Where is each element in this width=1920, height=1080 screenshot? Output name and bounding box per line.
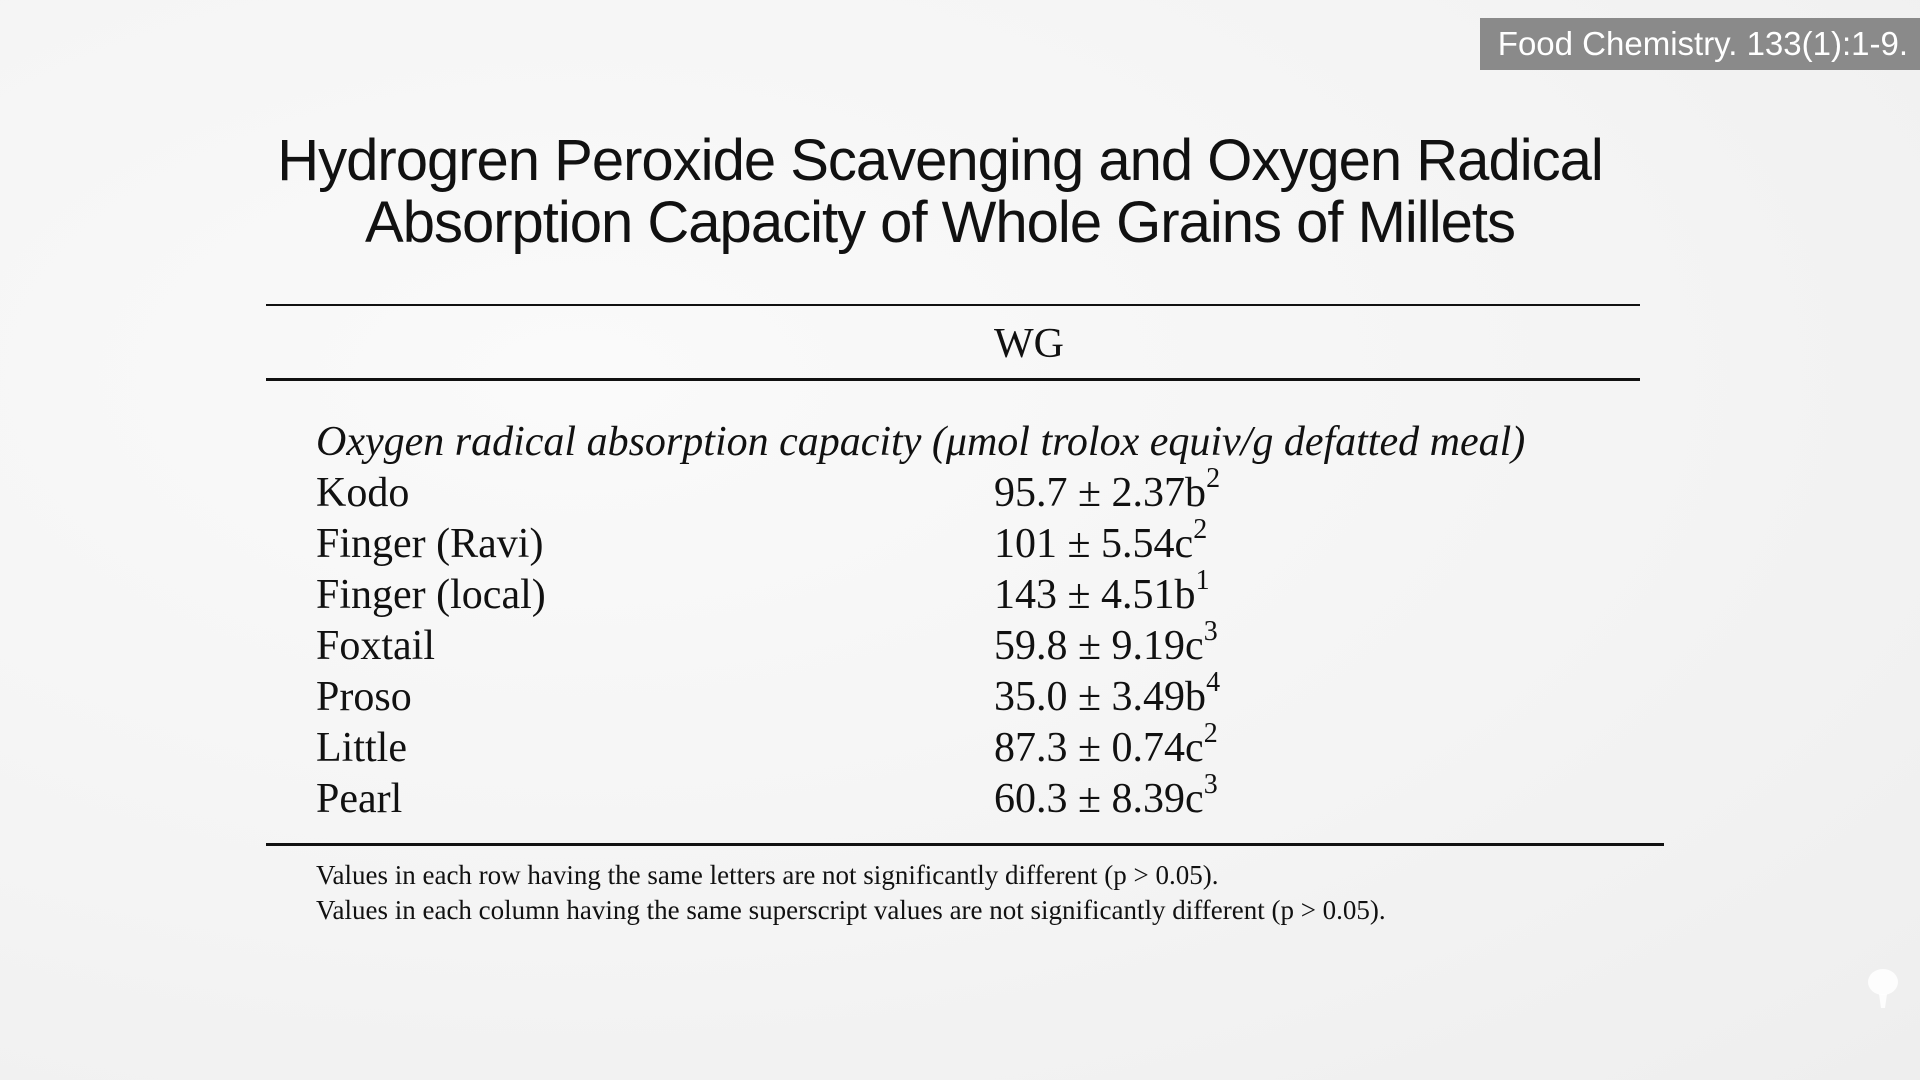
row-superscript: 2 [1206,463,1221,494]
table-section-label: Oxygen radical absorption capacity (μmol trolox equiv/g defatted meal) [316,419,1526,465]
row-label: Finger (local) [316,572,546,618]
row-label: Kodo [316,470,410,516]
table-body [316,463,1616,825]
row-superscript: 3 [1203,616,1218,647]
row-superscript: 3 [1203,769,1218,800]
table-footnotes [316,858,1676,928]
table-row [316,565,1616,621]
table-row [316,463,1616,519]
row-value: $60.3 \pm 8.39c^3$ [994,769,1218,822]
table-row [316,616,1616,672]
row-superscript: 1 [1195,565,1210,596]
table-row [316,718,1616,774]
table-header-rule [266,378,1640,381]
row-value: $35.0 \pm 3.49b^4$ [994,667,1221,720]
balloon-icon [1866,968,1900,1010]
footnote-row-letters: Values in each row having the same letters are not significantly different (p > 0.05). [316,860,1219,890]
row-label: Proso [316,674,412,720]
table-bottom-rule [266,843,1664,846]
row-label: Pearl [316,776,403,822]
citation-badge: Food Chemistry. 133(1):1-9. [1480,18,1920,70]
row-superscript: 4 [1206,667,1221,698]
row-value: $143 \pm 4.51b^1$ [994,565,1210,618]
footnote-column-superscripts: Values in each column having the same superscript values are not significantly different (p > 0.05). [316,895,1386,925]
row-superscript: 2 [1193,514,1208,545]
column-header-wg: WG [994,321,1064,367]
page-title [190,130,1690,254]
row-superscript: 2 [1203,718,1218,749]
table-top-rule [266,304,1640,306]
table-row [316,769,1616,825]
row-label: Foxtail [316,623,436,669]
row-value: $59.8 \pm 9.19c^3$ [994,616,1218,669]
row-label: Little [316,725,407,771]
table-row [316,514,1616,570]
row-value: $87.3 \pm 0.74c^2$ [994,718,1218,771]
row-value: $101 \pm 5.54c^2$ [994,514,1208,567]
page-title-line-1: Hydrogren Peroxide Scavenging and Oxygen Radical [277,128,1603,193]
row-value: $95.7 \pm 2.37b^2$ [994,463,1221,516]
table-row [316,667,1616,723]
row-label: Finger (Ravi) [316,521,544,567]
page-title-line-2: Absorption Capacity of Whole Grains of Millets [365,190,1515,255]
